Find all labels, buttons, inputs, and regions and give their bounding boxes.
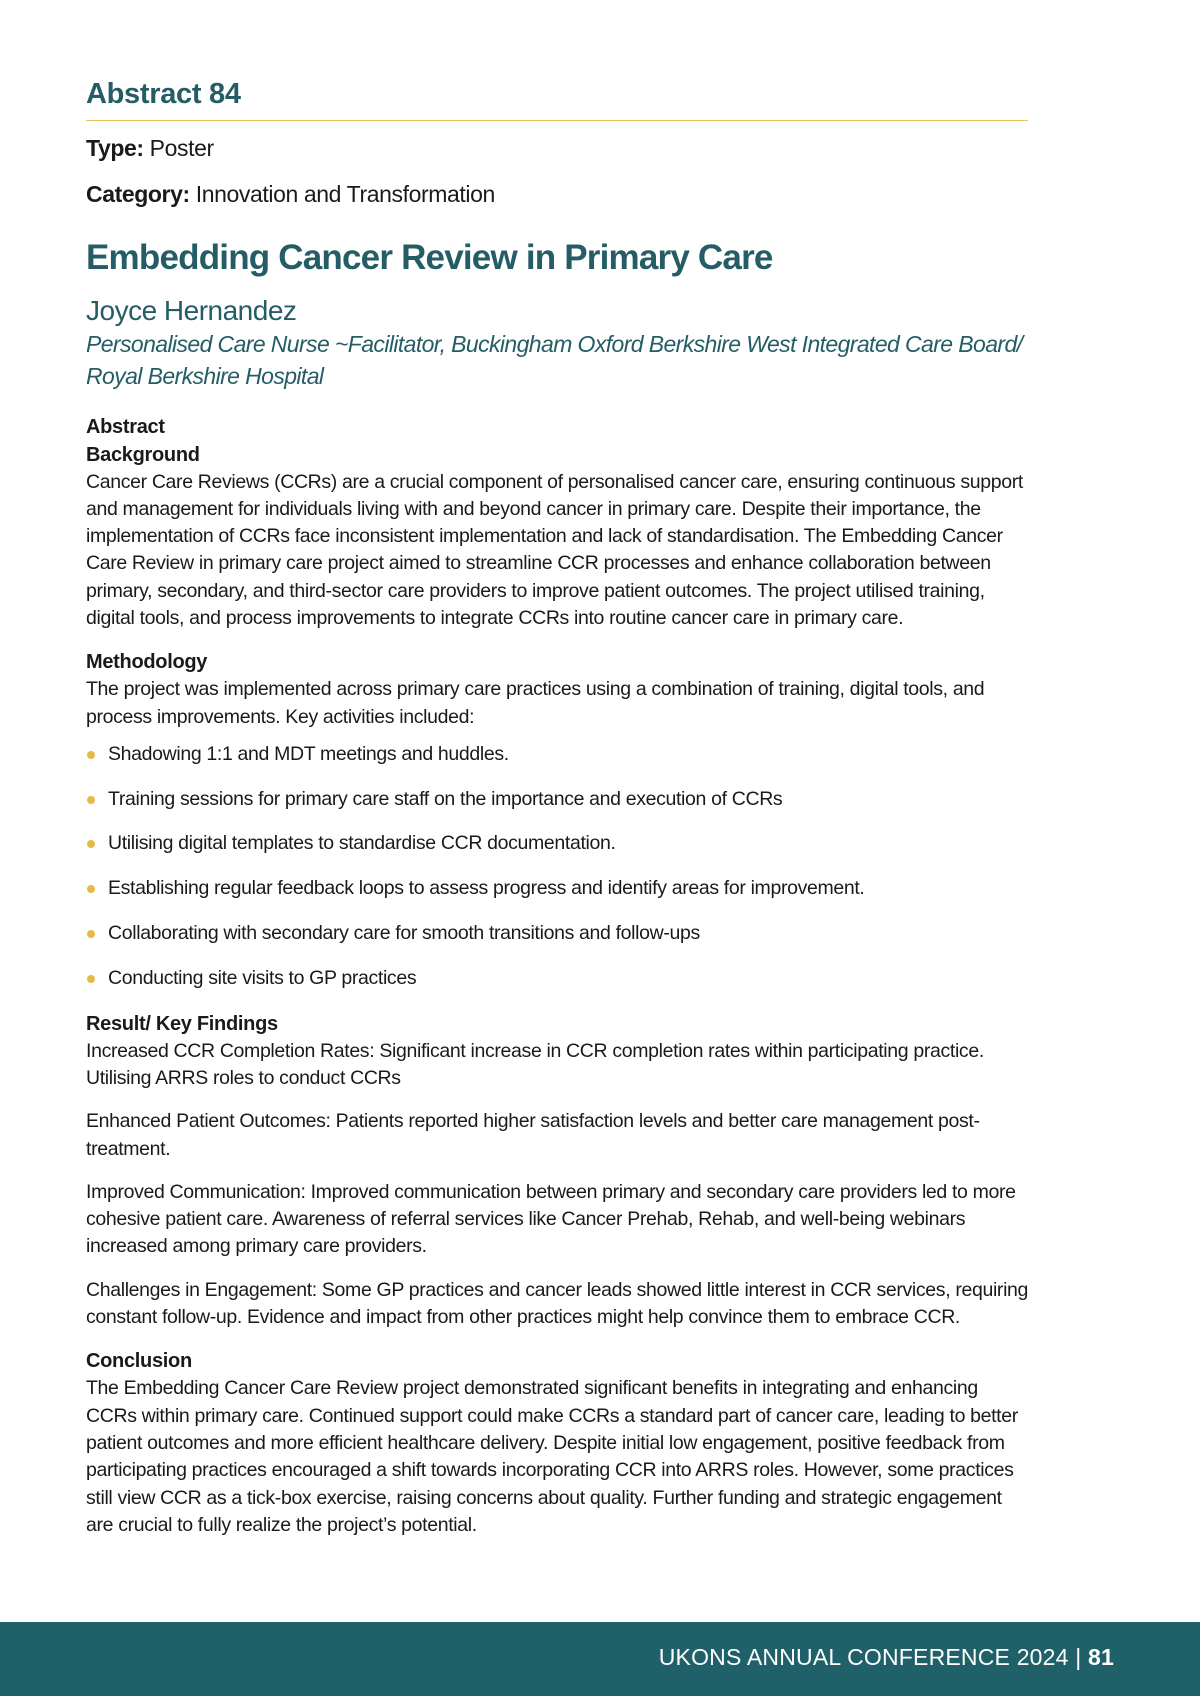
results-paragraph: Improved Communication: Improved communication between primary and secondary care providers led to more cohesive patient care. Awareness of referral services like Cancer Prehab, Rehab, and well-being webinars increased among primary care providers. [86,1180,1016,1258]
methodology-heading: Methodology [86,651,208,674]
results-paragraph: Challenges in Engagement: Some GP practices and cancer leads showed little interest in CCR services, requiring constant follow-up. Evidence and impact from other practices might help convince them to embrace CCR. [86,1278,1029,1329]
conclusion-text: The Embedding Cancer Care Review project demonstrated significant benefits in integrating and enhancing CCRs within primary care. Continued support could make CCRs a standard part of cancer care, leading to better patient outcomes and more efficient healthcare delivery. Despite initial low engagement, positive feedback from participating practices encouraged a shift towards incorporating CCR into ARRS roles. However, some practices still view CCR as a tick-box exercise, raising concerns about quality. Further funding and strategic engagement are crucial to fully realize the project’s potential. [86,1377,1018,1536]
footer-text [659,1644,1114,1671]
list-item: Utilising digital templates to standardise CCR documentation. [86,830,1030,857]
category-value: Innovation and Transformation [195,180,495,207]
background-heading: Background [86,443,200,466]
page-footer [0,1622,1200,1696]
list-item: Training sessions for primary care staff on the importance and execution of CCRs [86,786,1030,813]
bullet-icon [87,975,95,983]
results-paragraph: Enhanced Patient Outcomes: Patients reported higher satisfaction levels and better care management post-treatment. [86,1110,980,1160]
bullet-icon [87,885,95,893]
list-item: Shadowing 1:1 and MDT meetings and huddles. [86,741,1030,768]
type-value: Poster [149,135,214,162]
type-line [86,135,1030,163]
header-divider [86,120,1028,121]
results-paragraph: Increased CCR Completion Rates: Significant increase in CCR completion rates within participating practice. Utilising ARRS roles to conduct CCRs [86,1039,984,1089]
abstract-title: Embedding Cancer Review in Primary Care [86,237,773,277]
bullet-icon [87,796,95,804]
category-line [86,181,1030,209]
page-number: 81 [1088,1644,1114,1670]
results-heading: Result/ Key Findings [86,1012,278,1035]
abstract-number: Abstract 84 [86,78,241,110]
bullet-icon [87,751,95,759]
conference-name: UKONS ANNUAL CONFERENCE 2024 | [658,1644,1082,1670]
abstract-heading: Abstract [86,415,165,438]
list-item: Establishing regular feedback loops to assess progress and identify areas for improvement. [86,875,1030,902]
conclusion-heading: Conclusion [86,1350,192,1373]
author-affiliation: Personalised Care Nurse ~Facilitator, Buckingham Oxford Berkshire West Integrated Care Board/ Royal Berkshire Hospital [86,331,1023,389]
background-text: Cancer Care Reviews (CCRs) are a crucial component of personalised cancer care, ensuring continuous support and management for individuals living with and beyond cancer in primary care. Despite their importance, the implementation of CCRs face inconsistent implementation and lack of standardisation. The Embedding Cancer Care Review in primary care project aimed to streamline CCR processes and enhance collaboration between primary, secondary, and third-sector care providers to improve patient outcomes. The project utilised training, digital tools, and process improvements to integrate CCRs into routine cancer care in primary care. [86,470,1023,629]
list-item: Collaborating with secondary care for smooth transitions and follow-ups [86,920,1030,947]
methodology-list [86,741,1030,992]
list-item: Conducting site visits to GP practices [86,965,1030,992]
bullet-icon [87,930,95,938]
category-label: Category: [86,180,190,207]
abstract-page [86,78,1030,1555]
methodology-text: The project was implemented across primary care practices using a combination of training, digital tools, and process improvements. Key activities included: [86,678,985,728]
author-name: Joyce Hernandez [86,295,297,327]
type-label: Type: [86,135,144,162]
bullet-icon [87,840,95,848]
